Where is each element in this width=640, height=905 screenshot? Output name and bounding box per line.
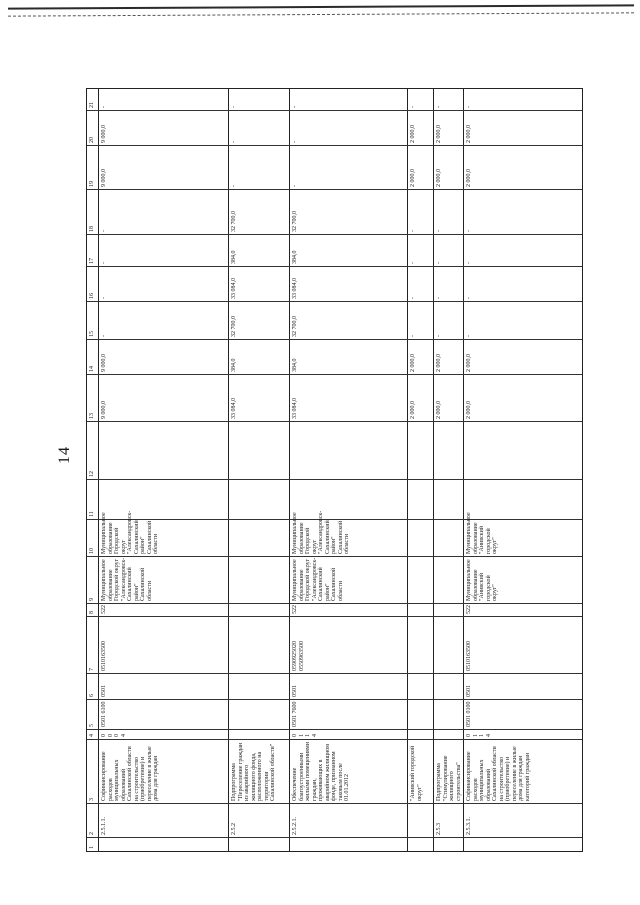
row-value-col-19: 9 000,0 [101,169,107,187]
row-value-col-21: - [436,106,442,108]
row-value-col-18: - [466,230,472,232]
column-number-2: 2 [89,832,95,835]
row-value-col-13: 2 000,0 [466,401,472,419]
column-number-6: 6 [89,694,95,697]
row-subsection-code: 0501 [466,685,472,697]
row-target-code: 0510163500 [466,641,472,671]
row-recipient: Муниципальное образование "Анивский городской округ" [466,512,498,554]
table-row-divider [289,89,290,851]
table-column-divider [87,421,582,422]
row-value-col-13: 33 084,0 [292,398,298,419]
row-value-col-18: 32 700,0 [292,211,298,232]
row-value-col-19: 2 000,0 [466,169,472,187]
row-code: 0 1 1 4 [466,734,492,737]
row-value-col-20: 2 000,0 [466,125,472,143]
row-value-col-20: - [231,141,237,143]
row-value-col-14: 384,0 [231,358,237,372]
table-column-divider [87,729,582,730]
row-recipient: Муниципальное образование Городской округ "Александровск-Сахалинский район" Сахалинской области [292,510,350,554]
column-number-12: 12 [89,471,95,477]
table-column-divider [87,234,582,235]
row-value-col-16: - [436,297,442,299]
row-section-code: 0501 0100 [466,701,472,727]
row-value-col-19: 2 000,0 [410,169,416,187]
row-number: 2.5.2.1. [292,817,298,835]
row-subsection-code: 0501 [292,685,298,697]
row-executor: Муниципальное образование Городской округ "Александровск-Сахалинский район" Сахалинской области [101,557,153,601]
row-value-col-13: 9 000,0 [101,401,107,419]
table-column-divider [87,699,582,700]
column-number-5: 5 [89,724,95,727]
row-value-col-14: 2 000,0 [466,354,472,372]
row-value-col-21: - [231,106,237,108]
row-target-code: 0510163500 [101,641,107,671]
row-value-col-13: 2 000,0 [410,401,416,419]
row-value-col-16: - [466,297,472,299]
column-number-10: 10 [89,548,95,554]
column-number-19: 19 [89,181,95,187]
row-number: 2.5.2 [231,823,237,835]
row-value-col-15: 32 700,0 [231,316,237,337]
table-column-divider [87,479,582,480]
row-value-col-16: - [410,297,416,299]
row-code: 0 0 0 4 [101,734,127,737]
table-column-divider [87,739,582,740]
row-value-col-15: 32 700,0 [292,316,298,337]
row-value-col-18: 32 700,0 [231,211,237,232]
row-recipient: Муниципальное образование Городской округ "Александровск-Сахалинский район" Сахалинской области [101,510,159,554]
column-number-1: 1 [89,846,95,849]
column-number-13: 13 [89,413,95,419]
table-column-divider [87,673,582,674]
row-value-col-14: 2 000,0 [410,354,416,372]
table-row-divider [228,89,229,851]
row-description: Подпрограмма "Стимулирование жилищного строительства" [436,755,462,801]
row-value-col-16: - [101,297,107,299]
row-section-code: 0501 6100 [101,701,107,727]
row-value-col-15: - [410,335,416,337]
row-expense-type: 522 [292,605,298,614]
row-value-col-20: 9 000,0 [101,125,107,143]
row-value-col-21: - [410,106,416,108]
row-value-col-13: 2 000,0 [436,401,442,419]
table-row-divider [407,89,408,851]
table-row-divider [98,89,99,851]
budget-table [86,88,583,852]
table-column-divider [87,339,582,340]
table-column-divider [87,301,582,302]
row-value-col-17: - [466,262,472,264]
column-number-11: 11 [89,511,95,517]
row-value-col-15: - [466,335,472,337]
row-executor: Муниципальное образование "Анивский городской округ" [466,559,498,601]
table-column-divider [87,266,582,267]
row-value-col-17: - [436,262,442,264]
row-value-col-16: 33 084,0 [292,278,298,299]
column-number-16: 16 [89,293,95,299]
row-number: 2.5.3.1. [466,817,472,835]
row-description: Софинансирование расходов муниципальных образований Сахалинской области на строительство (приобретение) и переселение в жилые дома для граждан категорий граждан [466,746,531,801]
column-number-7: 7 [89,668,95,671]
column-number-9: 9 [89,598,95,601]
column-number-4: 4 [89,734,95,737]
row-value-col-14: 9 000,0 [101,354,107,372]
row-value-col-20: 2 000,0 [436,125,442,143]
row-expense-type: 522 [466,605,472,614]
row-description: Подпрограмма "Переселение граждан из аварийного жилищного фонда, расположенного на территории Сахалинской области" [231,742,276,801]
row-value-col-14: 2 000,0 [436,354,442,372]
row-description: Обеспечение благоустроенными жилыми помещениями граждан, проживающих в аварийном жилищном фонде, признанном таковым после 01.01.2012 [292,742,350,801]
column-number-18: 18 [89,226,95,232]
column-number-14: 14 [89,366,95,372]
table-column-divider [87,556,582,557]
row-value-col-19: - [231,185,237,187]
column-number-15: 15 [89,331,95,337]
row-number: 2.5.1.1. [101,817,107,835]
row-value-col-18: - [410,230,416,232]
row-value-col-20: 2 000,0 [410,125,416,143]
row-code: 0 1 1 4 [292,734,318,737]
row-value-col-18: - [101,230,107,232]
table-column-divider [87,519,582,520]
row-target-code: 0590925020 0550963500 [292,641,305,671]
row-description: Софинансирование расходов муниципальных образований Сахалинской области на строительство (приобретение) и переселение в жилые дома для граждан [101,746,159,801]
row-value-col-19: - [292,185,298,187]
column-number-3: 3 [89,798,95,801]
row-value-col-20: - [292,141,298,143]
row-executor: Муниципальное образование Городской округ "Александровск-Сахалинский район" Сахалинской области [292,557,344,601]
column-number-8: 8 [89,611,95,614]
column-number-17: 17 [89,258,95,264]
row-description: "Анивский городской округ" [410,745,423,801]
row-section-code: 0501 7600 [292,701,298,727]
table-column-divider [87,189,582,190]
table-column-divider [87,837,582,838]
table-row-divider [463,89,464,851]
row-value-col-17: - [410,262,416,264]
row-subsection-code: 0501 [101,685,107,697]
row-value-col-14: 384,0 [292,358,298,372]
row-value-col-17: 384,0 [292,250,298,264]
row-expense-type: 522 [101,605,107,614]
column-number-20: 20 [89,137,95,143]
row-value-col-21: - [292,106,298,108]
column-number-21: 21 [89,102,95,108]
row-value-col-17: - [101,262,107,264]
table-column-divider [87,603,582,604]
row-value-col-15: - [436,335,442,337]
table-column-divider [87,145,582,146]
table-row-divider [433,89,434,851]
row-value-col-21: - [101,106,107,108]
row-value-col-18: - [436,230,442,232]
row-value-col-17: 384,0 [231,250,237,264]
row-value-col-21: - [466,106,472,108]
row-number: 2.5.3 [436,823,442,835]
table-column-divider [87,803,582,804]
row-value-col-19: 2 000,0 [436,169,442,187]
table-column-divider [87,374,582,375]
row-value-col-16: 33 084,0 [231,278,237,299]
scan-top-edge-line [8,4,634,16]
row-value-col-13: 33 084,0 [231,398,237,419]
page-number: 14 [56,446,73,464]
row-value-col-15: - [101,335,107,337]
table-column-divider [87,616,582,617]
table-column-divider [87,110,582,111]
